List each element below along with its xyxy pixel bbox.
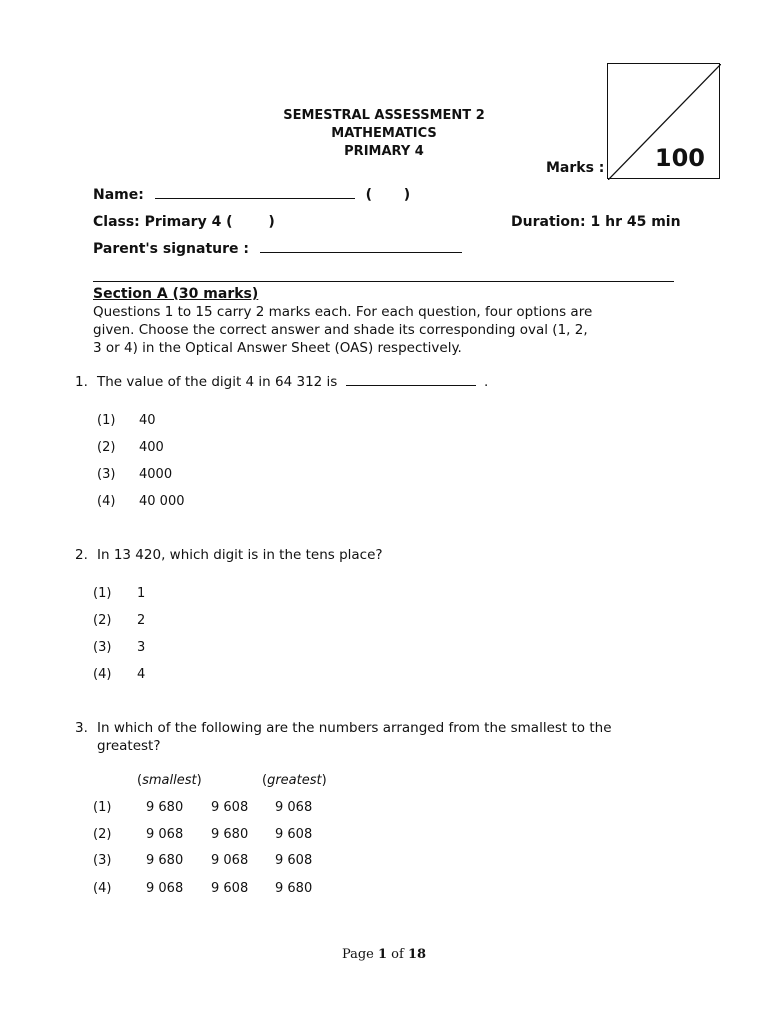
q3-option-4-value-3: 9 680: [275, 881, 313, 896]
class-label: Class: Primary 4 (: [93, 214, 233, 230]
q3-col-smallest: (smallest): [137, 773, 202, 788]
question-3-number: 3.: [75, 720, 88, 736]
q3-option-3-value-3: 9 608: [275, 853, 313, 868]
q3-option-4-label[interactable]: (4): [93, 881, 112, 896]
question-1-end: .: [483, 374, 489, 390]
question-3-text-line-2: greatest?: [97, 738, 161, 754]
marks-total: 100: [654, 144, 705, 172]
question-1-text: [97, 374, 488, 390]
q3-option-1-value-2: 9 608: [211, 800, 249, 815]
section-instructions: [93, 303, 675, 357]
question-1-blank: [346, 385, 476, 386]
q3-option-4-value-1: 9 068: [146, 881, 184, 896]
q1-option-3-label[interactable]: (3): [97, 467, 116, 482]
divider: [93, 281, 674, 282]
q1-option-3-value: 4000: [139, 467, 173, 482]
section-title: Section A (30 marks): [93, 286, 259, 302]
q2-option-2-value: 2: [137, 613, 146, 628]
page-total: 18: [407, 947, 427, 962]
q3-option-2-value-2: 9 680: [211, 827, 249, 842]
q2-option-1-label[interactable]: (1): [93, 586, 112, 601]
name-line[interactable]: [155, 198, 355, 199]
q3-option-3-value-2: 9 068: [211, 853, 249, 868]
exam-subject: MATHEMATICS: [331, 126, 437, 141]
intro-line-3: 3 or 4) in the Optical Answer Sheet (OAS) respectively.: [93, 340, 462, 356]
intro-line-2: given. Choose the correct answer and shade its corresponding oval (1, 2,: [93, 322, 588, 338]
q2-option-3-label[interactable]: (3): [93, 640, 112, 655]
q3-option-4-value-2: 9 608: [211, 881, 249, 896]
question-2-text: In 13 420, which digit is in the tens place?: [97, 547, 383, 563]
q2-option-4-value: 4: [137, 667, 146, 682]
question-1-stem: The value of the digit 4 in 64 312 is: [97, 374, 338, 390]
page-of: of: [387, 947, 408, 962]
q2-option-4-label[interactable]: (4): [93, 667, 112, 682]
class-paren-close: ): [268, 214, 275, 230]
q1-option-1-value: 40: [139, 413, 156, 428]
question-2-number: 2.: [75, 547, 88, 563]
question-1-number: 1.: [75, 374, 88, 390]
intro-line-1: Questions 1 to 15 carry 2 marks each. For each question, four options are: [93, 304, 593, 320]
q2-option-2-label[interactable]: (2): [93, 613, 112, 628]
q1-option-1-label[interactable]: (1): [97, 413, 116, 428]
name-row: [93, 187, 410, 203]
q3-option-2-label[interactable]: (2): [93, 827, 112, 842]
marks-box: [607, 63, 720, 179]
q3-col-greatest: (greatest): [262, 773, 327, 788]
marks-label: Marks :: [546, 160, 605, 176]
q3-option-2-value-3: 9 608: [275, 827, 313, 842]
q1-option-2-value: 400: [139, 440, 164, 455]
q1-option-4-label[interactable]: (4): [97, 494, 116, 509]
parent-signature-line[interactable]: [260, 252, 462, 253]
exam-level: PRIMARY 4: [344, 144, 424, 159]
duration: Duration: 1 hr 45 min: [511, 214, 681, 230]
page-prefix: Page: [341, 947, 378, 962]
exam-title: SEMESTRAL ASSESSMENT 2: [283, 108, 485, 123]
name-paren-close: ): [403, 187, 411, 203]
parent-label: Parent's signature :: [93, 241, 249, 257]
name-label: Name:: [93, 187, 144, 203]
q3-option-3-value-1: 9 680: [146, 853, 184, 868]
page-current: 1: [378, 947, 388, 962]
q3-option-1-value-1: 9 680: [146, 800, 184, 815]
q3-option-3-label[interactable]: (3): [93, 853, 112, 868]
q3-option-2-value-1: 9 068: [146, 827, 184, 842]
page-number: [0, 947, 768, 962]
class-row: [93, 214, 275, 230]
q3-option-1-value-3: 9 068: [275, 800, 313, 815]
q3-option-1-label[interactable]: (1): [93, 800, 112, 815]
q1-option-4-value: 40 000: [139, 494, 185, 509]
q2-option-1-value: 1: [137, 586, 146, 601]
name-paren-open: (: [365, 187, 373, 203]
q2-option-3-value: 3: [137, 640, 146, 655]
q1-option-2-label[interactable]: (2): [97, 440, 116, 455]
question-3-text-line-1: In which of the following are the numbers arranged from the smallest to the: [97, 720, 612, 736]
parent-row: [93, 241, 462, 257]
